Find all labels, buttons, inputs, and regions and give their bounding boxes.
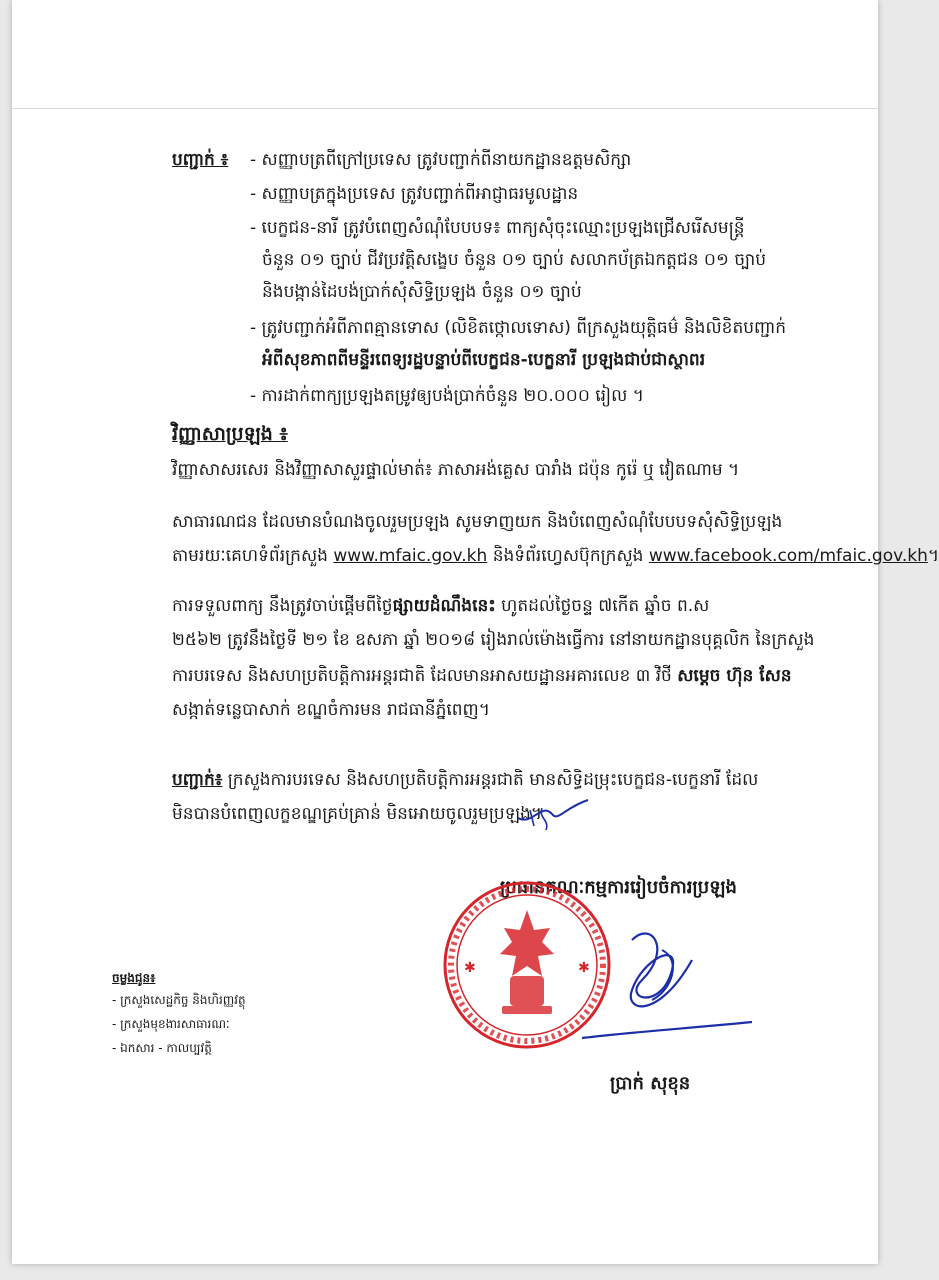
subjects-text: វិញ្ញាសាសរសេរ និងវិញ្ញាសាសួរផ្ទាល់មាត់៖ ភាសាអង់គ្លេស បារាំង ជប៉ុន កូរ៉េ ឬ វៀតណាម ។ — [172, 460, 740, 480]
schedule-line-2: ២៥៦២ ត្រូវនឹងថ្ងៃទី ២១ ខែ ឧសភា ឆ្នាំ ២០១៨ រៀងរាល់ម៉ោងធ្វើការ នៅនាយកដ្ឋានបុគ្គលិក នៃក្រសួង — [172, 630, 815, 650]
cc-item-3: - ឯកសារ - កាលប្បវត្តិ — [112, 1041, 212, 1055]
ministry-website-link[interactable]: www.mfaic.gov.kh — [333, 546, 488, 566]
public-line-2-mid: និងទំព័រហ្វេសប៊ុកក្រសួង — [492, 546, 644, 566]
svg-text:✱: ✱ — [464, 960, 476, 976]
page-top-rule — [12, 108, 878, 109]
cc-item-1: - ក្រសួងសេដ្ឋកិច្ច និងហិរញ្ញវត្ថុ — [112, 993, 246, 1007]
public-line-1: សាធារណជន ដែលមានបំណងចូលរួមប្រឡង សូមទាញយក និងបំពេញសំណុំបែបបទសុំសិទ្ធិប្រឡង — [172, 512, 783, 532]
document-page — [12, 0, 939, 1264]
note1-item-3-cont-2: និងបង្កាន់ដៃបង់ប្រាក់សុំសិទ្ធិប្រឡង ចំនួន ០១ ច្បាប់ — [262, 282, 582, 302]
note2-line-2: មិនបានបំពេញលក្ខខណ្ឌគ្រប់គ្រាន់ មិនអោយចូលរួមប្រឡង។ — [172, 804, 543, 824]
schedule-line-1a: ការទទួលពាក្យ នឹងត្រូវចាប់ផ្តើមពីថ្ងៃ — [172, 596, 393, 616]
note2-line-1 — [172, 768, 758, 792]
handwritten-signature — [572, 920, 772, 1050]
schedule-line-3b: សម្តេច ហ៊ុន សែន — [677, 666, 792, 686]
ministry-facebook-link[interactable]: www.facebook.com/mfaic.gov.kh — [648, 546, 928, 566]
schedule-line-1 — [172, 594, 709, 618]
schedule-line-1c: ហូតដល់ថ្ងៃចន្ទ ៧កើត ឆ្នាំច ព.ស — [501, 596, 710, 616]
signature-title: ប្រធានគណៈកម្មការរៀបចំការប្រឡង — [500, 877, 737, 898]
schedule-line-3a: ការបរទេស និងសហប្រតិបត្តិការអន្តរជាតិ ដែលមានអាសយដ្ឋានអគារលេខ ៣ វិថី — [172, 666, 672, 686]
cc-item-2: - ក្រសួងមុខងារសាធារណៈ — [112, 1017, 230, 1031]
subjects-heading: វិញ្ញាសាប្រឡង ៖ — [172, 423, 288, 445]
note1-item-3: - បេក្ខជន-នារី ត្រូវបំពេញសំណុំបែបបទ៖ ពាក្យសុំចុះឈ្មោះប្រឡងជ្រើសរើសមន្ត្រី — [250, 218, 745, 238]
public-line-2 — [172, 544, 939, 568]
svg-text:✱: ✱ — [578, 960, 590, 976]
schedule-line-1b: ផ្សាយដំណឹងនេះ — [392, 596, 496, 616]
note2-text-1: ក្រសួងការបរទេស និងសហប្រតិបត្តិការអន្តរជាតិ មានសិទ្ធិដម្រុះបេក្ខជន-បេក្ខនារី ដែល — [227, 770, 759, 790]
schedule-line-3 — [172, 664, 792, 688]
note1-item-3-cont-1: ចំនួន ០១ ច្បាប់ ជីវប្រវត្តិសង្ខេប ចំនួន ០១ ច្បាប់ សលាកប័ត្រឯកត្តជន ០១ ច្បាប់ — [262, 250, 767, 270]
note1-item-1: - សញ្ញាបត្រពីក្រៅប្រទេស ត្រូវបញ្ជាក់ពីនាយកដ្ឋានឧត្តមសិក្សា — [250, 150, 632, 170]
note1-item-2: - សញ្ញាបត្រក្នុងប្រទេស ត្រូវបញ្ជាក់ពីអាជ្ញាធរមូលដ្ឋាន — [250, 184, 579, 204]
cc-heading: ចម្លងជូន៖ — [112, 971, 156, 985]
note1-item-4-cont: អំពីសុខភាពពីមន្ទីរពេទ្យរដ្ឋបន្ទាប់ពីបេក្ខជន-បេក្ខនារី ប្រឡងជាប់ជាស្ថាពរ — [262, 350, 706, 370]
public-line-2-prefix: តាមរយៈគេហទំព័រក្រសួង — [172, 546, 328, 566]
public-line-2-end: ។ — [927, 546, 939, 566]
note1-item-4: - ត្រូវបញ្ជាក់អំពីភាពគ្មានទោស (លិខិតថ្កោលទោស) ពីក្រសួងយុត្តិធម៌ និងលិខិតបញ្ជាក់ — [250, 318, 787, 338]
initials-mark — [512, 796, 592, 836]
note2-label: បញ្ជាក់៖ — [172, 770, 223, 790]
note1-item-5: - ការដាក់ពាក្យប្រឡងតម្រូវឲ្យបង់ប្រាក់ចំនួន ២០.០០០ រៀល ។ — [250, 386, 644, 406]
signer-name: ប្រាក់ សុខុន — [610, 1073, 691, 1094]
note1-label: បញ្ជាក់ ៖ — [172, 150, 229, 170]
schedule-line-4: សង្កាត់ទន្លេបាសាក់ ខណ្ឌចំការមន រាជធានីភ្នំពេញ។ — [172, 700, 490, 720]
